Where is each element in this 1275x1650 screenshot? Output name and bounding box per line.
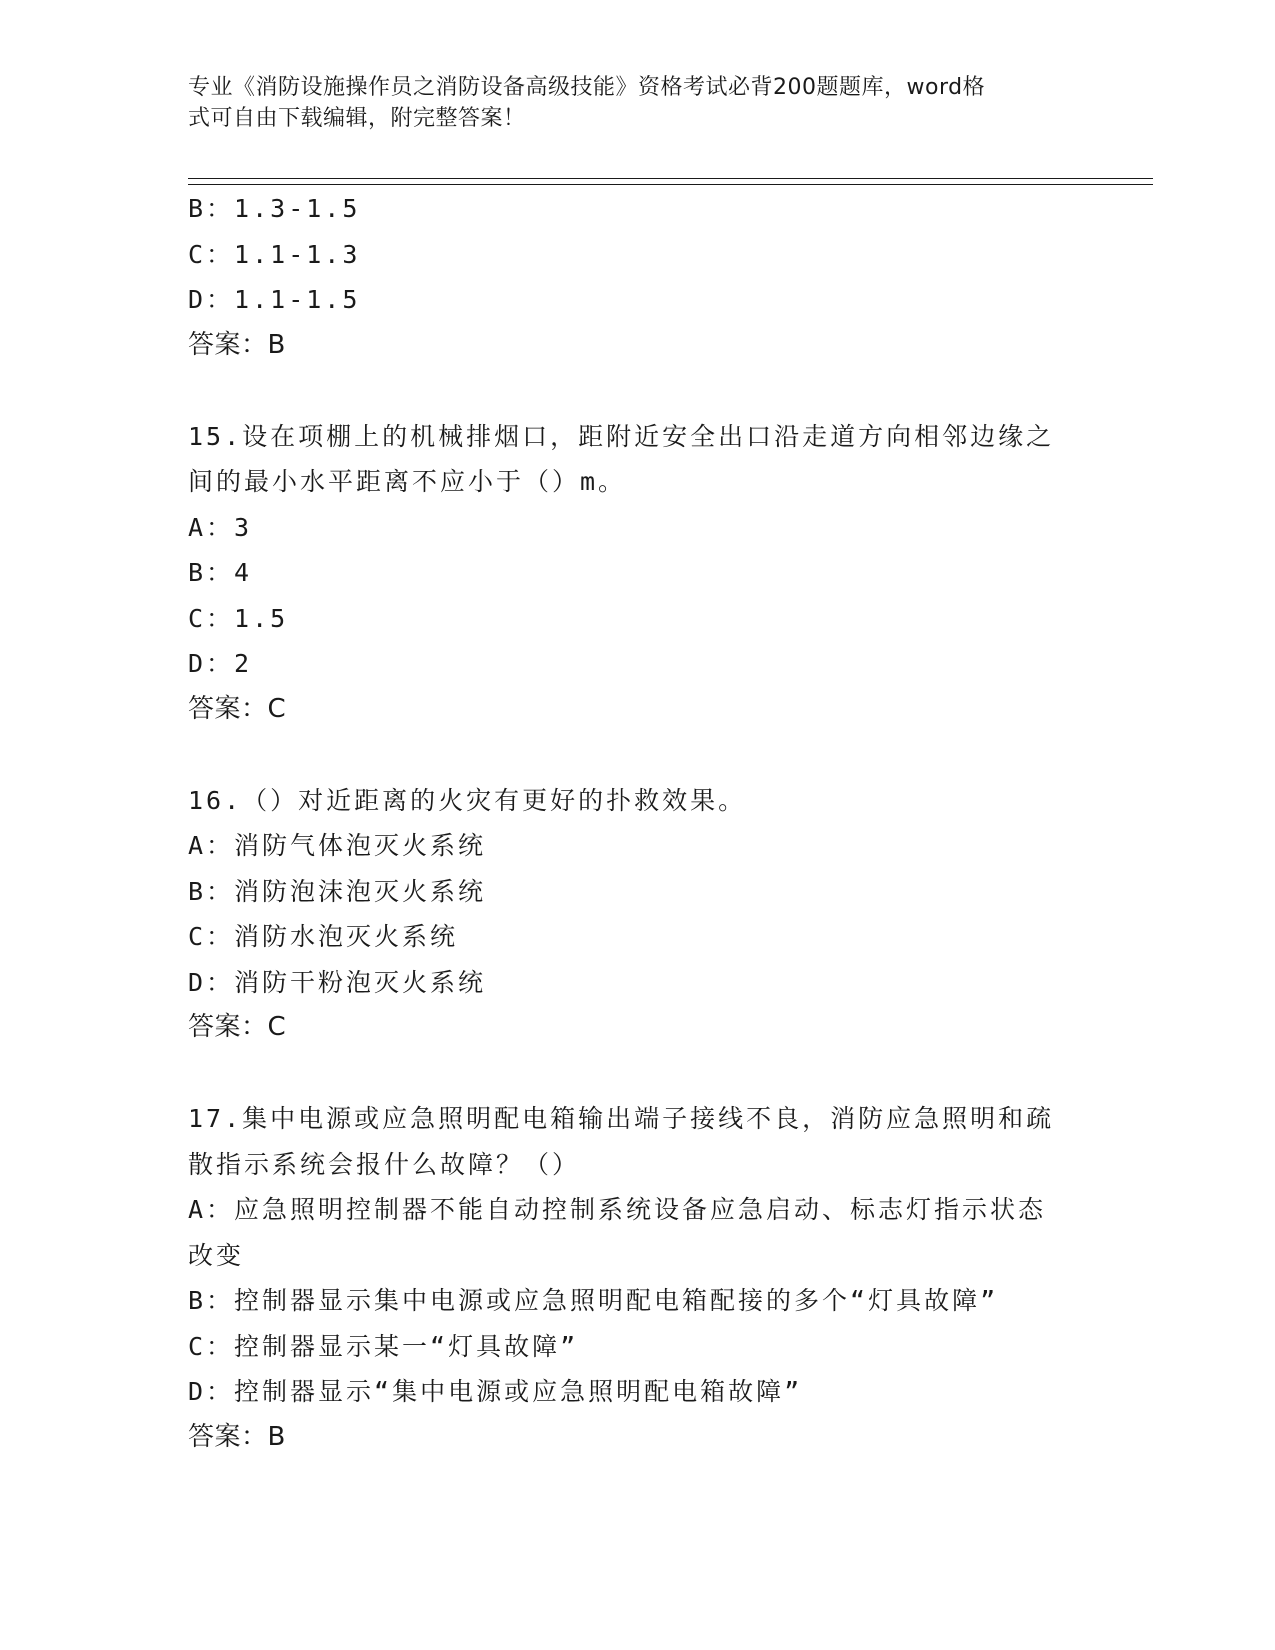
question-text-line: 17.集中电源或应急照明配电箱输出端子接线不良，消防应急照明和疏 bbox=[188, 1104, 1055, 1133]
option-a: A：3 bbox=[188, 512, 253, 542]
answer-line: 答案：C bbox=[188, 693, 287, 724]
question-text-line: 15.设在项棚上的机械排烟口，距附近安全出口沿走道方向相邻边缘之 bbox=[188, 421, 1055, 451]
option-b: B：4 bbox=[188, 558, 253, 587]
option-b: B：消防泡沫泡灭火系统 bbox=[188, 876, 487, 906]
question-17 bbox=[188, 1096, 1088, 1460]
answer-line: 答案：B bbox=[188, 1421, 286, 1452]
previous-question-tail bbox=[188, 186, 1088, 368]
header-line-1: 专业《消防设施操作员之消防设备高级技能》资格考试必背200题题库，word格 bbox=[188, 75, 986, 100]
question-content bbox=[188, 186, 1088, 1460]
option-d: D：2 bbox=[188, 649, 253, 678]
question-16 bbox=[188, 778, 1088, 1051]
option-c: C：1.5 bbox=[188, 603, 289, 633]
header-rule-bottom bbox=[188, 184, 1153, 185]
option-d: D：1.1-1.5 bbox=[188, 285, 361, 314]
option-a: A：消防气体泡灭火系统 bbox=[188, 831, 487, 860]
option-c: C：消防水泡灭火系统 bbox=[188, 922, 459, 951]
option-d: D：消防干粉泡灭火系统 bbox=[188, 967, 487, 997]
option-d: D：控制器显示“集中电源或应急照明配电箱故障” bbox=[188, 1377, 803, 1406]
spacer bbox=[188, 1051, 1088, 1097]
option-a-continued: 改变 bbox=[188, 1240, 245, 1270]
header-rule-top bbox=[188, 178, 1153, 179]
answer-line: 答案：B bbox=[188, 329, 286, 360]
question-text-line: 16.（）对近距离的火灾有更好的扑救效果。 bbox=[188, 785, 747, 815]
option-c: C：控制器显示某一“灯具故障” bbox=[188, 1331, 579, 1361]
option-c: C：1.1-1.3 bbox=[188, 239, 361, 269]
header-line-2: 式可自由下载编辑，附完整答案！ bbox=[188, 106, 526, 131]
option-b: B：控制器显示集中电源或应急照明配电箱配接的多个“灯具故障” bbox=[188, 1286, 999, 1315]
question-15 bbox=[188, 414, 1088, 733]
option-b: B：1.3-1.5 bbox=[188, 194, 361, 223]
spacer bbox=[188, 368, 1088, 414]
option-a: A：应急照明控制器不能自动控制系统设备应急启动、标志灯指示状态 bbox=[188, 1195, 1047, 1224]
spacer bbox=[188, 732, 1088, 778]
page-header bbox=[188, 72, 1068, 134]
answer-line: 答案：C bbox=[188, 1012, 287, 1042]
question-text-line: 散指示系统会报什么故障？（） bbox=[188, 1149, 581, 1179]
question-text-line: 间的最小水平距离不应小于（）m。 bbox=[188, 467, 627, 496]
